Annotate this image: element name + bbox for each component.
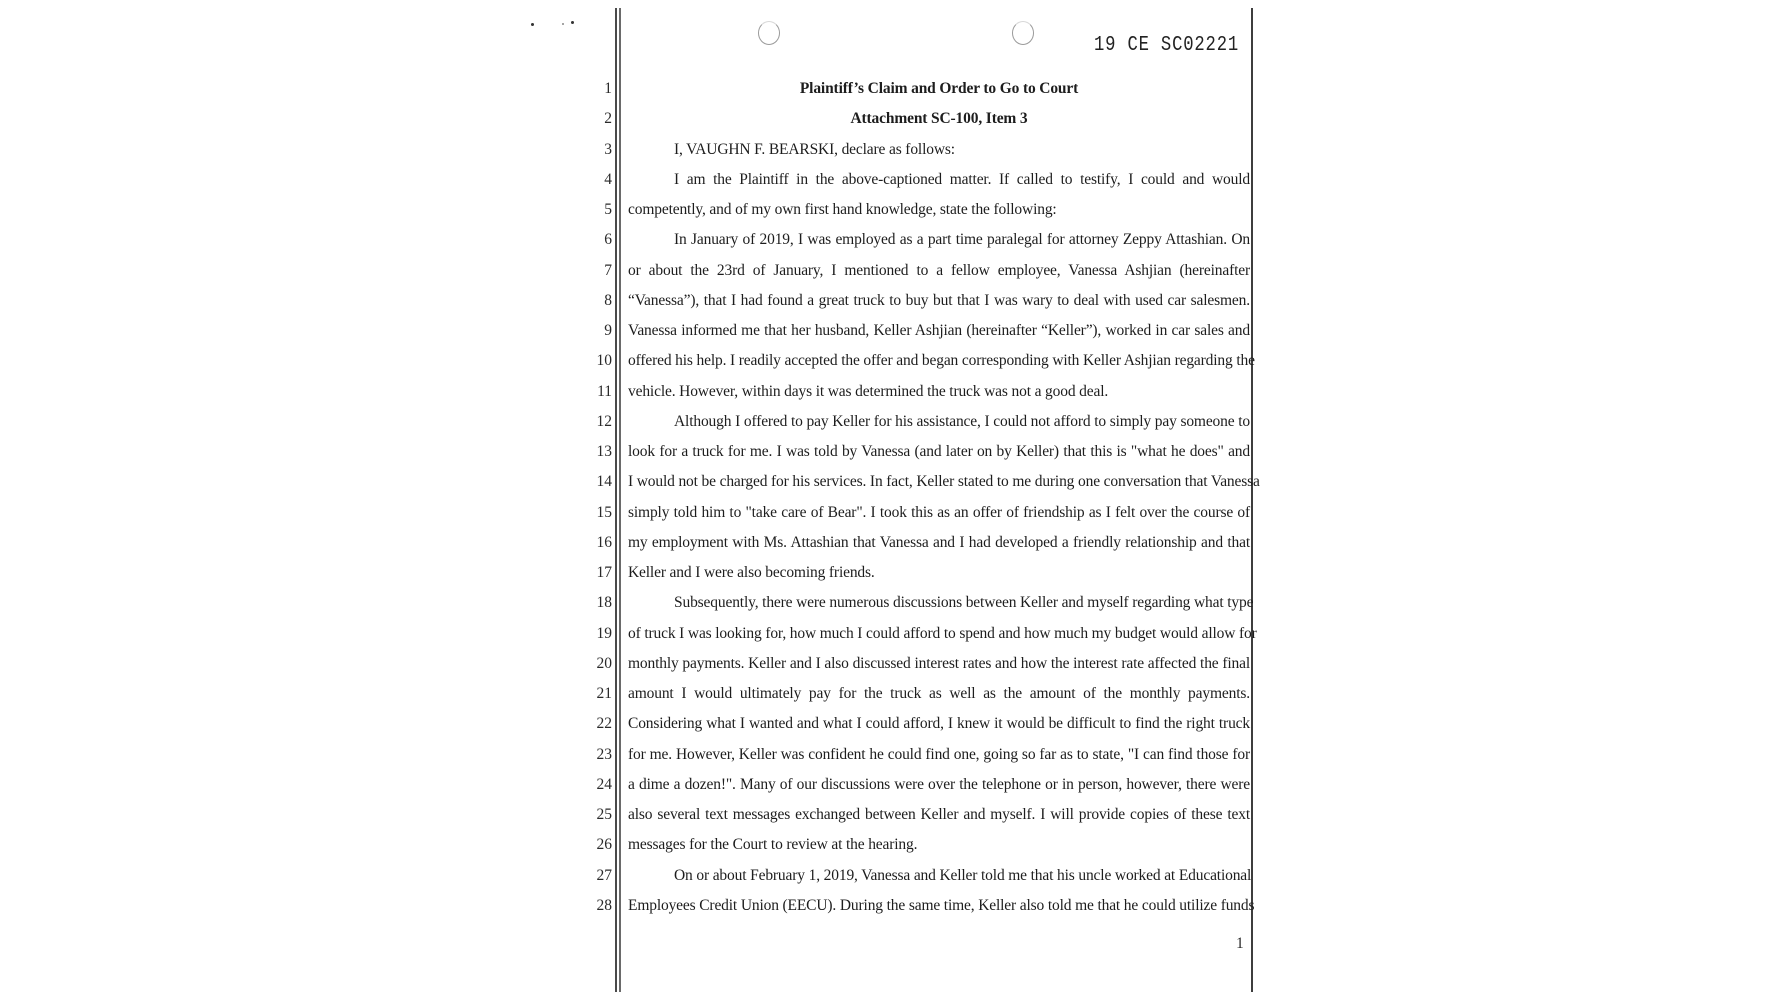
document-line — [0, 649, 1778, 679]
document-line — [0, 740, 1778, 770]
line-number: 20 — [596, 654, 612, 672]
line-number: 25 — [596, 806, 612, 823]
line-number: 26 — [596, 836, 612, 854]
scan-speck — [571, 21, 574, 24]
line-number: 15 — [596, 503, 612, 521]
line-text: Keller and I were also becoming friends. — [628, 564, 875, 581]
line-text: of truck I was looking for, how much I could afford to spend and how much my budget would allow for — [628, 624, 1257, 642]
document-line — [0, 286, 1778, 316]
line-text: Employees Credit Union (EECU). During the same time, Keller also told me that he could utilize funds — [628, 896, 1255, 914]
line-text: “Vanessa”), that I had found a great truck to buy but that I was wary to deal with used car salesmen. — [628, 291, 1250, 309]
line-text: simply told him to "take care of Bear". I took this as an offer of friendship as I felt over the course of — [628, 503, 1250, 521]
document-line — [0, 377, 1778, 407]
line-number: 3 — [604, 140, 612, 158]
line-text: Subsequently, there were numerous discussions between Keller and myself regarding what type — [674, 594, 1254, 612]
scan-speck — [562, 23, 564, 25]
line-text: vehicle. However, within days it was determined the truck was not a good deal. — [628, 382, 1109, 400]
document-line — [0, 135, 1778, 165]
document-line — [0, 74, 1778, 104]
line-number: 27 — [596, 866, 612, 884]
line-text: In January of 2019, I was employed as a part time paralegal for attorney Zeppy Attashian. On — [674, 231, 1250, 249]
line-number: 24 — [596, 775, 612, 793]
document-heading: Attachment SC-100, Item 3 — [850, 110, 1028, 128]
punch-hole-icon — [758, 21, 780, 45]
document-line — [0, 467, 1778, 497]
line-text: I, VAUGHN F. BEARSKI, declare as follows: — [674, 140, 955, 158]
document-line — [0, 558, 1778, 588]
line-number: 22 — [596, 715, 612, 733]
document-line — [0, 800, 1778, 830]
line-number: 12 — [596, 412, 612, 430]
document-line — [0, 195, 1778, 225]
line-text: I am the Plaintiff in the above-captioned matter. If called to testify, I could and would — [674, 170, 1250, 188]
document-line — [0, 407, 1778, 437]
document-line — [0, 619, 1778, 649]
line-text: for me. However, Keller was confident he could find one, going so far as to state, "I can find those for — [628, 745, 1250, 763]
line-number: 2 — [604, 110, 612, 128]
line-number: 6 — [604, 231, 612, 249]
line-number: 8 — [604, 291, 612, 309]
line-text: or about the 23rd of January, I mentioned to a fellow employee, Vanessa Ashjian (hereinafter — [628, 261, 1250, 279]
line-number: 5 — [604, 201, 612, 218]
line-text: offered his help. I readily accepted the offer and began corresponding with Keller Ashjian regarding the — [628, 352, 1255, 370]
line-text: On or about February 1, 2019, Vanessa and Keller told me that his uncle worked at Educational — [674, 866, 1252, 884]
line-number: 16 — [596, 533, 612, 551]
line-text: I would not be charged for his services. In fact, Keller stated to me during one conversation that Vanessa — [628, 473, 1260, 491]
line-number: 18 — [596, 594, 612, 612]
line-text: Vanessa informed me that her husband, Keller Ashjian (hereinafter “Keller”), worked in car sales and — [628, 322, 1250, 339]
document-line — [0, 104, 1778, 134]
line-number: 9 — [604, 322, 612, 339]
line-text: competently, and of my own first hand knowledge, state the following: — [628, 201, 1057, 218]
line-text: also several text messages exchanged between Keller and myself. I will provide copies of these text — [628, 806, 1250, 823]
page-number: 1 — [1236, 935, 1244, 952]
line-number: 4 — [604, 170, 612, 188]
line-number: 23 — [596, 745, 612, 763]
line-text: messages for the Court to review at the hearing. — [628, 836, 918, 854]
line-text: monthly payments. Keller and I also discussed interest rates and how the interest rate affected the final — [628, 654, 1250, 672]
document-line — [0, 709, 1778, 739]
document-line — [0, 588, 1778, 618]
document-line — [0, 498, 1778, 528]
document-line — [0, 256, 1778, 286]
line-number: 19 — [596, 624, 612, 642]
line-number: 21 — [596, 685, 612, 702]
case-number-stamp: 19 CE SC02221 — [1094, 34, 1239, 57]
line-number: 28 — [596, 896, 612, 914]
document-line — [0, 437, 1778, 467]
document-line — [0, 316, 1778, 346]
line-text: look for a truck for me. I was told by Vanessa (and later on by Keller) that this is "what he does" and — [628, 443, 1250, 460]
document-line — [0, 528, 1778, 558]
line-text: amount I would ultimately pay for the truck as well as the amount of the monthly payments. — [628, 685, 1250, 702]
line-text: Considering what I wanted and what I could afford, I knew it would be difficult to find the right truck — [628, 715, 1250, 733]
document-line — [0, 830, 1778, 860]
line-text: my employment with Ms. Attashian that Vanessa and I had developed a friendly relationship and that — [628, 533, 1250, 551]
line-text: Although I offered to pay Keller for his assistance, I could not afford to simply pay someone to — [674, 412, 1250, 430]
line-number: 7 — [604, 261, 612, 279]
document-line — [0, 891, 1778, 921]
line-number: 10 — [596, 352, 612, 370]
line-number: 17 — [596, 564, 612, 581]
scan-speck — [531, 23, 534, 26]
document-line — [0, 225, 1778, 255]
document-line — [0, 346, 1778, 376]
document-heading: Plaintiff’s Claim and Order to Go to Court — [799, 80, 1079, 97]
line-number: 11 — [597, 382, 612, 400]
line-number: 14 — [596, 473, 612, 491]
document-line — [0, 165, 1778, 195]
document-line — [0, 770, 1778, 800]
line-text: a dime a dozen!". Many of our discussions were over the telephone or in person, however, there were — [628, 775, 1250, 793]
document-line — [0, 679, 1778, 709]
document-line — [0, 861, 1778, 891]
line-number: 13 — [596, 443, 612, 460]
punch-hole-icon — [1012, 21, 1034, 45]
line-number: 1 — [604, 80, 612, 97]
